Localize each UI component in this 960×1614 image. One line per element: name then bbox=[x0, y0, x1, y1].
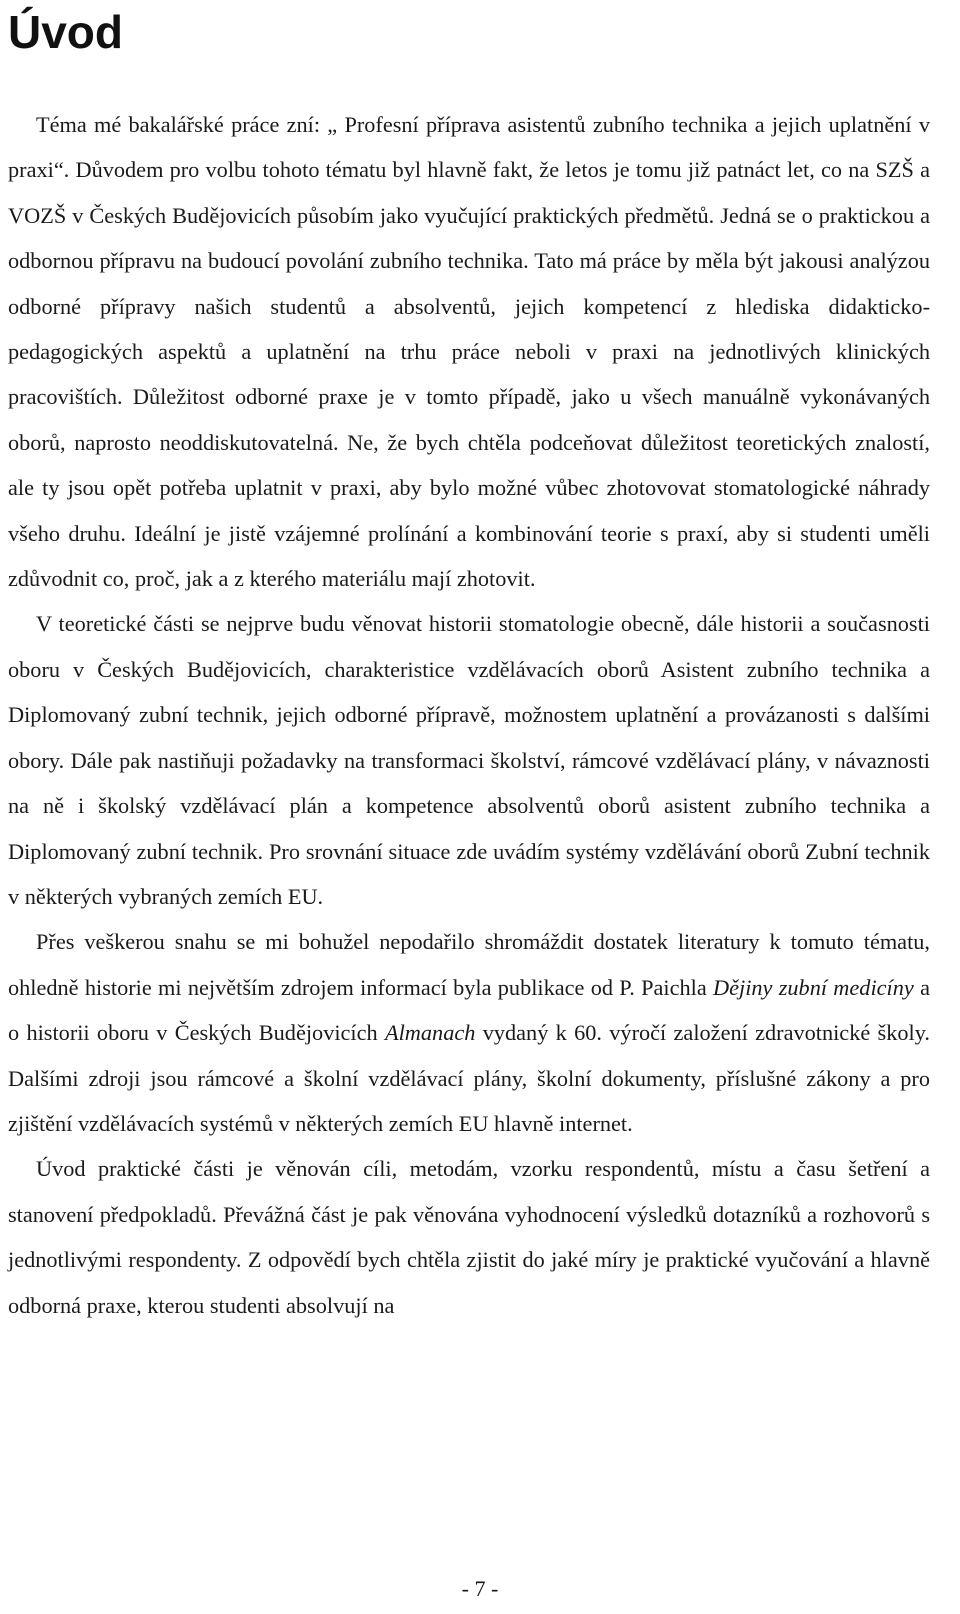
page-title: Úvod bbox=[8, 6, 123, 58]
body-text bbox=[8, 102, 930, 1328]
paragraph-2: V teoretické části se nejprve budu věnovat historii stomatologie obecně, dále historii a současnosti oboru v Českých Budějovicích, charakteristice vzdělávacích oborů Asistent zubního technika a Diplomovaný zubní technik, jejich odborné přípravě, možnostem uplatnění a provázanosti s dalšími obory. Dále pak nastiňuji požadavky na transformaci školství, rámcové vzdělávací plány, v návaznosti na ně i školský vzdělávací plán a kompetence absolventů oborů asistent zubního technika a Diplomovaný zubní technik. Pro srovnání situace zde uvádím systémy vzdělávání oborů Zubní technik v některých vybraných zemích EU. bbox=[8, 611, 930, 909]
paragraph-3-text-b: a o historii oboru v Českých Budějovicích bbox=[8, 974, 930, 1046]
book-title-dejiny: Dějiny zubní medicíny bbox=[713, 974, 914, 1000]
paragraph-4: Úvod praktické části je věnován cíli, metodám, vzorku respondentů, místu a času šetření a stanovení předpokladů. Převážná část je pak věnována vyhodnocení výsledků dotazníků a rozhovorů s jednotlivými respondenty. Z odpovědí bych chtěla zjistit do jaké míry je praktické vyučování a hlavně odborná praxe, kterou studenti absolvují na bbox=[8, 1156, 930, 1318]
paragraph-3 bbox=[8, 919, 930, 1146]
page-number: - 7 - bbox=[461, 1576, 499, 1601]
paragraph-3-text-a: Přes veškerou snahu se mi bohužel nepodařilo shromáždit dostatek literatury k tomuto tématu, ohledně historie mi největším zdrojem informací byla publikace od P. Paichla bbox=[8, 929, 930, 1000]
paragraph-3-text-c: vydaný k 60. výročí založení zdravotnické školy. Dalšími zdroji jsou rámcové a školní vzdělávací plány, školní dokumenty, příslušné zákony a pro zjištění vzdělávacích systémů v některých zemích EU hlavně internet. bbox=[8, 1020, 930, 1136]
book-title-almanach: Almanach bbox=[384, 1020, 476, 1046]
paragraph-1: Téma mé bakalářské práce zní: „ Profesní příprava asistentů zubního technika a jejich uplatnění v praxi“. Důvodem pro volbu tohoto tématu byl hlavně fakt, že letos je tomu již patnáct let, co na SZŠ a VOZŠ v Českých Budějovicích působím jako vyučující praktických předmětů. Jedná se o praktickou a odbornou přípravu na budoucí povolání zubního technika. Tato má práce by měla být jakousi analýzou odborné přípravy našich studentů a absolventů, jejich kompetencí z hlediska didakticko-pedagogických aspektů a uplatnění na trhu práce neboli v praxi na jednotlivých klinických pracovištích. Důležitost odborné praxe je v tomto případě, jako u všech manuálně vykonávaných oborů, naprosto neoddiskutovatelná. Ne, že bych chtěla podceňovat důležitost teoretických znalostí, ale ty jsou opět potřeba uplatnit v praxi, aby bylo možné vůbec zhotovovat stomatologické náhrady všeho druhu. Ideální je jistě vzájemné prolínání a kombinování teorie s praxí, aby si studenti uměli zdůvodnit co, proč, jak a z kterého materiálu mají zhotovit. bbox=[8, 112, 930, 592]
